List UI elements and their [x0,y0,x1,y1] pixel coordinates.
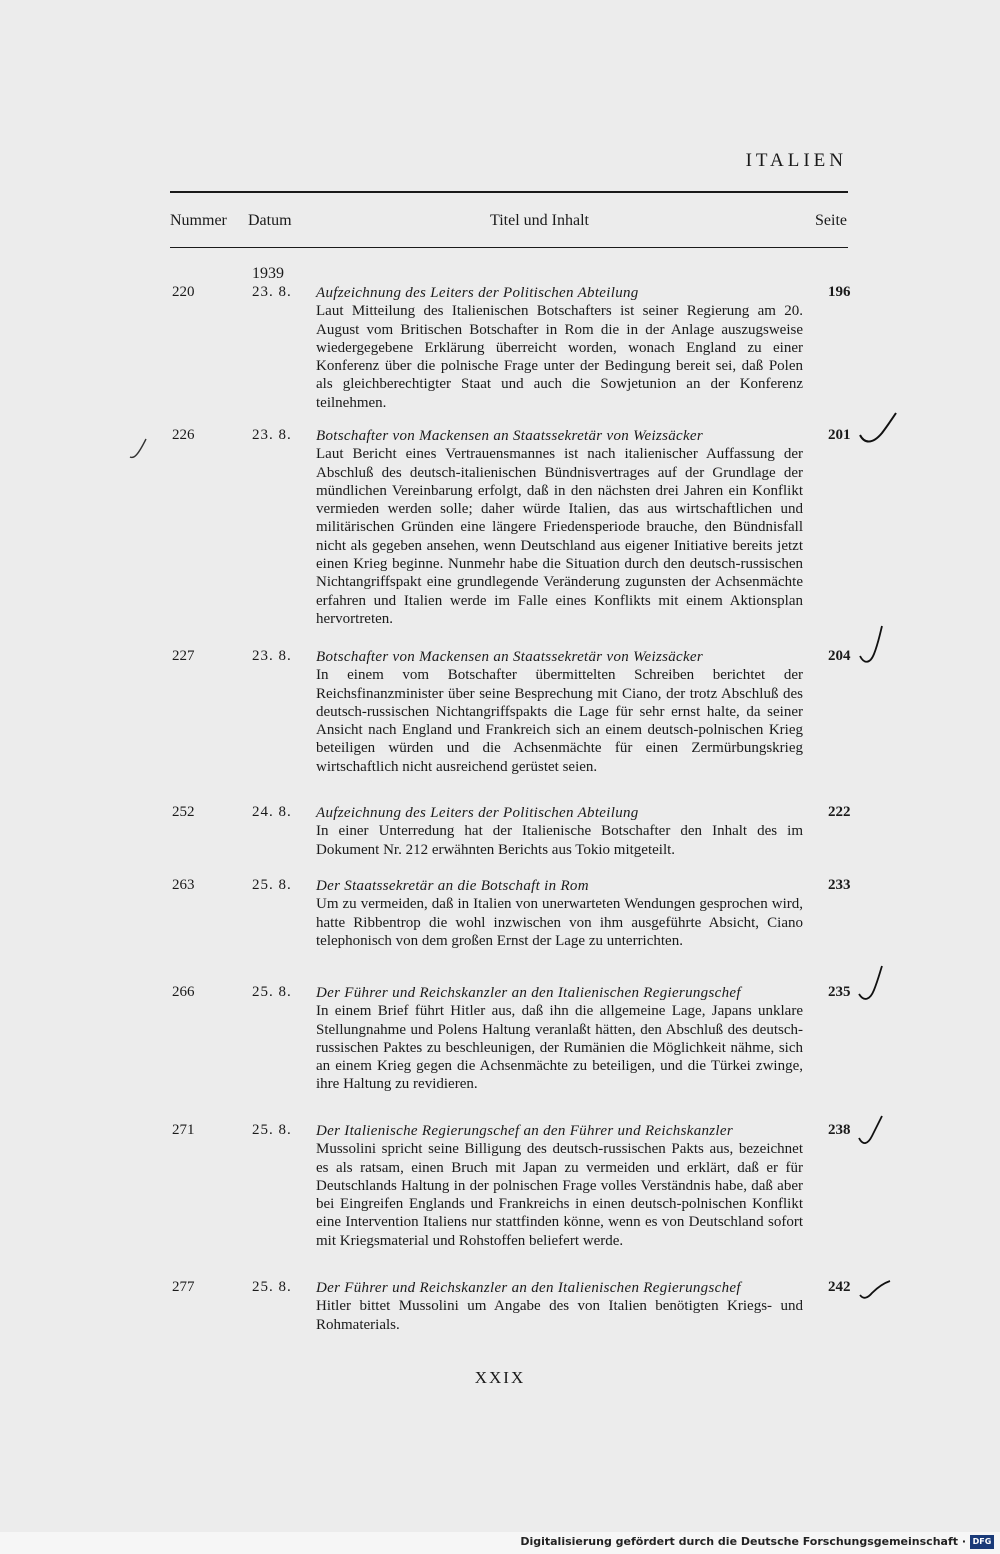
entry-date: 23. 8. [252,284,292,300]
entry-date: 23. 8. [252,427,292,443]
entry-body [316,1279,803,1334]
entry-title: Aufzeichnung des Leiters der Politischen Abteilung [316,805,639,821]
header-rule-top [170,191,848,193]
year-label: 1939 [252,265,284,282]
entry-summary: In einer Unterredung hat der Italienische Botschafter den Inhalt des im Dokument Nr. 212 erwähnten Berichts aus Tokio mitgeteilt. [316,823,803,858]
entry-number: 263 [172,877,195,893]
section-title: ITALIEN [745,150,847,171]
entry-body [316,984,803,1094]
entry-summary: Hitler bittet Mussolini um Angabe des von Italien benötigten Kriegs- und Rohmaterials. [316,1298,803,1333]
entry-page: 242 [828,1279,851,1295]
entry-summary: Um zu vermeiden, daß in Italien von unerwarteten Wendungen gesprochen wird, hatte Ribbentrop die wohl inzwischen von ihm ausgeführte Absicht, Ciano telephonisch von dem großen Ernst der Lage zu unterrichten. [316,896,803,949]
entry-number: 277 [172,1279,195,1295]
entry-number: 266 [172,984,195,1000]
entry-title: Der Führer und Reichskanzler an den Italienischen Regierungschef [316,985,741,1001]
entry-page: 201 [828,427,851,443]
entry-date: 23. 8. [252,648,292,664]
entry-number: 252 [172,804,195,820]
handwritten-check-mark-icon [858,1279,892,1301]
handwritten-check-mark-icon [856,964,886,1004]
entry-title: Der Führer und Reichskanzler an den Italienischen Regierungschef [316,1280,741,1296]
entry-page: 196 [828,284,851,300]
entry-number: 271 [172,1122,195,1138]
entry-body [316,648,803,776]
entry-body [316,1122,803,1250]
entry-page: 233 [828,877,851,893]
entry-date: 25. 8. [252,877,292,893]
dfg-logo: DFG [970,1535,994,1549]
entry-title: Botschafter von Mackensen an Staatssekretär von Weizsäcker [316,649,704,665]
entry-page: 204 [828,648,851,664]
entry-number: 220 [172,284,195,300]
entry-summary: Laut Bericht eines Vertrauensmannes ist nach italienischer Auffassung der Abschluß des deutsch-italienischen Bündnisvertrages auf der Grundlage der mündlichen Vereinbarung erfolgt, daß in den nächsten drei Jahren ein Konflikt vermieden werden solle; daher würde Italien, das aus wirtschaftlichen und militärischen Gründen eine längere Friedensperiode brauche, den Bündnisfall nicht als gegeben ansehen, wenn Deutschland aus eigener Initiative bereits jetzt einen Krieg beginne. Nunmehr habe die Situation durch den deutsch-russischen Nichtangriffspakt eine grundlegende Veränderung zugunsten der Achsenmächte erfahren und Italien werde im Falle eines Konflikts mit einem Aktionsplan hervortreten. [316,446,803,627]
entry-page: 222 [828,804,851,820]
entry-summary: In einem vom Botschafter übermittelten Schreiben berichtet der Reichsfinanzminister über seine Besprechung mit Ciano, der trotz Abschluß des deutsch-russischen Nichtangriffspakts die Lage für sehr ernst halte, da seiner Ansicht nach England und Frankreich sich an einem deutsch-polnischen Krieg beteiligen würden und die Achsenmächte für einen Zermürbungskrieg wirtschaftlich nicht ausreichend gerüstet seien. [316,667,803,775]
entry-page: 238 [828,1122,851,1138]
handwritten-check-mark-icon [856,1114,886,1148]
entry-title: Botschafter von Mackensen an Staatssekretär von Weizsäcker [316,428,704,444]
column-header-date: Datum [248,212,292,229]
entry-date: 25. 8. [252,1122,292,1138]
entry-summary: Mussolini spricht seine Billigung des deutsch-russischen Pakts aus, bezeichnet es als ratsam, einen Bruch mit Japan zu vermeiden und erklärt, daß er für Deutschlands Haltung in der polnischen Frage volles Verständnis habe, daß aber bei Eingreifen Englands und Frankreichs in einen deutsch-polnischen Konflikt eine Intervention Italiens nur stattfinden könne, wenn es von Deutschland sofort mit Kriegsmaterial und Rohstoffen beliefert werde. [316,1141,803,1249]
handwritten-check-mark-icon [856,624,886,668]
entry-page: 235 [828,984,851,1000]
column-header-page: Seite [815,212,847,229]
entry-body [316,427,803,628]
entry-date: 25. 8. [252,984,292,1000]
entry-summary: Laut Mitteilung des Italienischen Botschafters ist seiner Regierung am 20. August vom Britischen Botschafter in Rom die in der Anlage auszugsweise wiedergegebene Erklärung überreicht worden, wonach England zu einer Konferenz über die polnische Frage unter der Bedingung bereit sei, daß Polen als gleichberechtigter Staat und auch die Sowjetunion an der Konferenz teilnehmen. [316,303,803,411]
column-header-title: Titel und Inhalt [490,212,589,229]
page-folio: XXIX [474,1368,526,1387]
entry-date: 25. 8. [252,1279,292,1295]
entry-title: Der Staatssekretär an die Botschaft in Rom [316,878,589,894]
header-rule-bottom [170,247,848,248]
entry-body [316,284,803,412]
entry-title: Der Italienische Regierungschef an den Führer und Reichskanzler [316,1123,733,1139]
column-header-number: Nummer [170,212,227,229]
entry-number: 226 [172,427,195,443]
entry-number: 227 [172,648,195,664]
entry-body [316,877,803,950]
entry-title: Aufzeichnung des Leiters der Politischen Abteilung [316,285,639,301]
handwritten-check-mark-icon [858,411,900,447]
handwritten-tick-mark-icon [128,435,150,461]
funding-notice: Digitalisierung gefördert durch die Deutsche Forschungsgemeinschaft · [520,1535,966,1548]
entry-body [316,804,803,859]
entry-date: 24. 8. [252,804,292,820]
entry-summary: In einem Brief führt Hitler aus, daß ihn die allgemeine Lage, Japans unklare Stellungnahme und Polens Haltung veranlaßt hätten, den Abschluß des deutsch-russischen Paktes zu beschleunigen, der Rumänien die Möglichkeit nähme, sich an einem Krieg gegen die Achsenmächte zu beteiligen, und die Türkei zwinge, ihre Haltung zu revidieren. [316,1003,803,1093]
